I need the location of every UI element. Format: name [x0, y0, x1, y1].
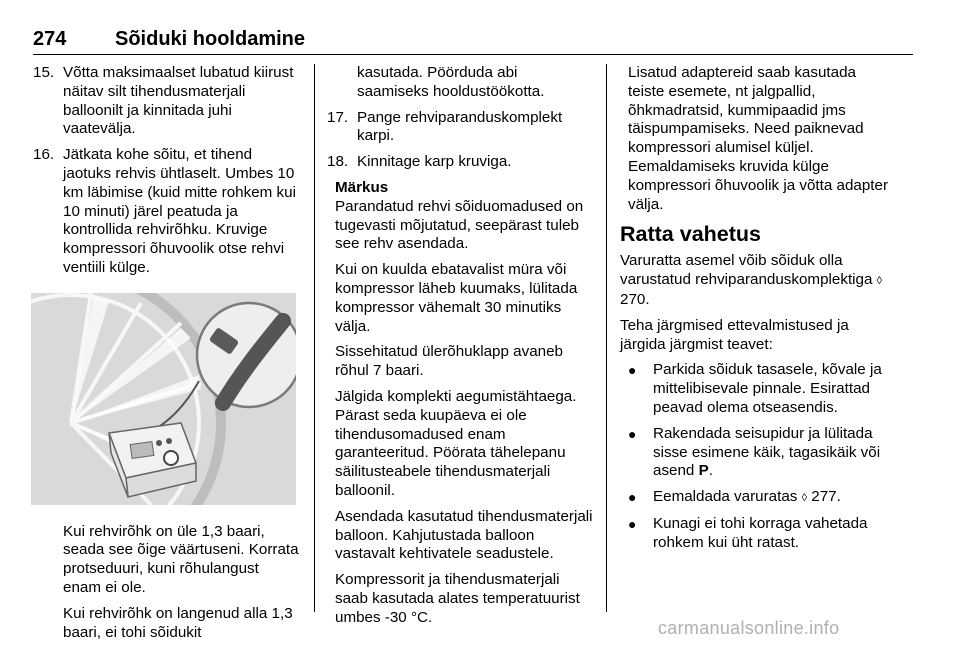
note-paragraph: Parandatud rehvi sõiduomadused on tugevasti mõjutatud, seepärast tuleb see rehv asendada. — [335, 197, 584, 253]
step-15 — [33, 64, 301, 139]
paragraph: Kui rehvirõhk on üle 1,3 baari, seada see õige väärtuseni. Korrata protseduuri, kuni rõhulangust enam ei ole. — [63, 522, 299, 596]
reference-arrow-icon: ◊ — [801, 492, 808, 505]
bullet-icon: ● — [628, 489, 637, 506]
paragraph: Varuratta asemel võib sõiduk olla varustatud rehviparanduskomplektiga ◊ 270. — [620, 252, 883, 308]
note-paragraph: Kompressorit ja tihendusmaterjali saab kasutada alates temperatuurist umbes -30 °C. — [335, 571, 580, 626]
step-number: 15. — [33, 64, 55, 81]
bullet-icon: ● — [628, 425, 637, 442]
section-heading: Ratta vahetus — [620, 222, 761, 247]
list-item: ● Eemaldada varuratas ◊ 277. — [620, 488, 892, 508]
bullet-icon: ● — [628, 515, 637, 532]
step-17 — [327, 109, 593, 147]
step-text: Võtta maksimaalset lubatud kiirust näitav silt tihendusmaterjali balloonilt ja kinnitada juhi vaatevälja. — [63, 64, 294, 138]
paragraph: Lisatud adaptereid saab kasutada teiste esemete, nt jalgpallid, õhkmadratsid, kummipaadid jms täispumpamiseks. Need paiknevad kompressori alumisel küljel. Eemaldamiseks kruvida külge kompressori õhuvoolik ja võtta adapter välja. — [628, 64, 889, 213]
step-16 — [33, 146, 301, 278]
step-text: Pange rehviparanduskomplekt karpi. — [357, 108, 563, 145]
step-18 — [327, 153, 593, 172]
paragraph: Teha järgmised ettevalmistused ja järgida järgmist teavet: — [620, 316, 849, 353]
page-number: 274 — [33, 28, 67, 50]
note-paragraph: Sissehitatud ülerõhuklapp avaneb rõhul 7 baari. — [335, 343, 563, 380]
paragraph: Kui rehvirõhk on langenud alla 1,3 baari, ei tohi sõidukit — [63, 604, 293, 641]
note-paragraph: Jälgida komplekti aegumistähtaega. Pärast seda kuupäeva ei ole tihendusomadused enam garanteeritud. Pöörata tähelepanu säilitusteabele tihendusmaterjali balloonil. — [335, 387, 577, 499]
step-text: Jätkata kohe sõitu, et tihend jaotuks rehvis ühtlaselt. Umbes 10 km läbimise (kuid mitte rohkem kui 10 minuti) järel peatuda ja kontrollida rehvirõhku. Kruvige kompressori õhuvoolik otse rehvi ventiili külge. — [63, 146, 296, 276]
page-title: Sõiduki hooldamine — [115, 28, 306, 50]
note-paragraph: Asendada kasutatud tihendusmaterjali balloon. Kahjutustada balloon vastavalt kehtivatele seadustele. — [335, 507, 593, 563]
note-title: Märkus — [335, 178, 389, 196]
note-paragraph: Kui on kuulda ebatavalist müra või kompressor läheb kuumaks, lülitada kompressor vähemalt 30 minutiks välja. — [335, 261, 578, 335]
list-item: ● Parkida sõiduk tasasele, kõvale ja mittelibisevale pinnale. Esirattad peavad olema otseasendis. — [628, 361, 882, 416]
column-right — [620, 64, 892, 560]
column-middle — [327, 64, 593, 635]
page-reference[interactable]: 270. — [620, 290, 650, 308]
column-divider — [314, 64, 315, 612]
column-left — [33, 64, 301, 649]
step-number: 18. — [327, 153, 349, 171]
page-reference[interactable]: 277. — [811, 488, 841, 506]
reference-arrow-icon: ◊ — [876, 275, 883, 288]
page-header — [33, 20, 913, 55]
compressor-illustration — [31, 293, 296, 505]
bullet-icon: ● — [628, 362, 637, 379]
step-text: Kinnitage karp kruviga. — [357, 153, 512, 171]
list-item: ● Rakendada seisupidur ja lülitada sisse esimene käik, tagasikäik või asend P. — [628, 424, 881, 480]
step-number: 17. — [327, 108, 349, 126]
watermark: carmanualsonline.info — [658, 618, 840, 638]
paragraph: kasutada. Pöörduda abi saamiseks hooldustöökotta. — [357, 64, 545, 100]
column-divider — [606, 64, 607, 612]
note-block — [327, 179, 593, 628]
step-number: 16. — [33, 146, 55, 164]
list-item: ● Kunagi ei tohi korraga vahetada rohkem kui üht ratast. — [628, 514, 868, 551]
